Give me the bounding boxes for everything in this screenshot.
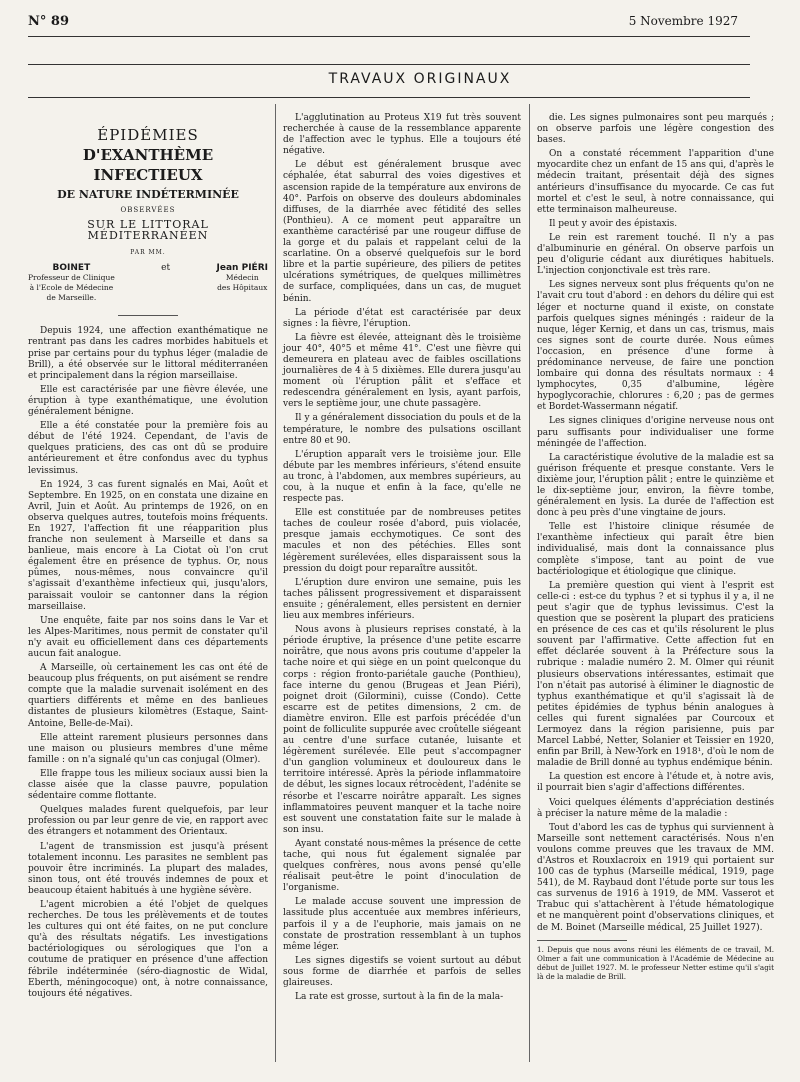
column-1 <box>28 115 268 1003</box>
article-title-line-2: D'EXANTHÈME INFECTIEUX <box>82 146 214 184</box>
column-divider-2 <box>529 104 530 1062</box>
paragraph: Il y a généralement dissociation du pouls et de la température, le nombre des pulsations oscillant entre 80 et 90. <box>283 413 521 446</box>
footnote: 1. Depuis que nous avons réuni les éléments de ce travail, M. Olmer a fait une communication à l'Académie de Médecine au début de Juillet 1927. M. le professeur Netter estime qu'il s'agit là de la maladie de Brill. <box>537 944 774 981</box>
author-affiliation: Médecin des Hôpitaux <box>217 273 268 293</box>
author-affiliation: Professeur de Clinique à l'Ecole de Médecine de Marseille. <box>28 273 115 303</box>
paragraph: Il peut y avoir des épistaxis. <box>549 218 678 229</box>
article-title-line-3: DE NATURE INDÉTERMINÉE <box>57 188 239 201</box>
paragraph: Quelques malades furent quelquefois, par leur profession ou par leur genre de vie, en rapport avec des étrangers et notamment des Orientaux. <box>28 805 268 838</box>
column-3 <box>537 113 774 981</box>
author-conjunction: et <box>161 263 171 274</box>
issue-number: N° 89 <box>28 14 69 29</box>
paragraph: Elle frappe tous les milieux sociaux aussi bien la classe aisée que la classe pauvre, population sédentaire comme flottante. <box>28 768 268 802</box>
paragraph: die. Les signes pulmonaires sont peu marqués ; on observe parfois une légère congestion des bases. <box>537 113 774 146</box>
author-name: Jean PIÉRI <box>216 263 268 274</box>
paragraph: Ayant constaté nous-mêmes la présence de cette tache, qui nous fut également signalée par quelques confrères, nous avons pensé qu'elle réalisait peut-être le point d'inoculation de l'organisme. <box>283 838 521 894</box>
column-1-body <box>28 326 268 999</box>
paragraph: Les signes cliniques d'origine nerveuse nous ont paru suffisants pour individualiser une forme méningée de l'affection. <box>537 416 774 449</box>
issue-date: 5 Novembre 1927 <box>628 14 738 28</box>
section-rule-bottom <box>28 97 750 98</box>
paragraph: La rate est grosse, surtout à la fin de la mala- <box>295 992 504 1003</box>
paragraph: Le rein est rarement touché. Il n'y a pas d'albuminurie en général. On observe parfois un peu d'oligurie cédant aux diurétiques habituels. L'injection conjonctivale est très rare. <box>537 232 774 277</box>
paragraph: La période d'état est caractérisée par deux signes : la fièvre, l'éruption. <box>283 307 521 329</box>
article-title-line-5: SUR LE LITTORAL MÉDITERRANÉEN <box>87 218 209 243</box>
paragraph: La première question qui vient à l'esprit est celle-ci : est-ce du typhus ? et si typhus il y a, il ne peut s'agir que de typhus levissimus. C'est la question que se posèrent la plupart des praticiens en présence de ces cas et qu'ils résolurent le plus souvent par l'affirmative. Cette affection fut en effet déclarée souvent à la Préfecture sous la rubrique : maladie numéro 2. M. Olmer qui réunit plusieurs observations intéressantes, estimait que l'on n'était pas autorisé à éliminer le diagnostic de typhus exanthématique et qu'il s'agissait là de petites épidémies de typhus bénin analogues à celles qui furent signalées par Courcoux et Lermoyez dans la région parisienne, puis par Marcel Labbé, Netter, Solanier et Teissier en 1920, enfin par Brill, à New-York en 1918¹, d'où le nom de maladie de Brill donné au typhus endémique bénin. <box>537 580 775 769</box>
paragraph: Elle est caractérisée par une fièvre élevée, une éruption à type exanthématique, une évolution généralement bénigne. <box>28 384 268 418</box>
paragraph: L'agglutination au Proteus X19 fut très souvent recherchée à cause de la ressemblance apparente de l'affection avec le typhus. Elle a toujours été négative. <box>283 113 521 157</box>
paragraph: Elle est constituée par de nombreuses petites taches de couleur rosée d'abord, puis violacée, presque jamais ecchymotiques. Ce sont des macules et non des pétéchies. Elles sont légèrement surélevées, elles disparaissent sous la pression du doigt pour reparaître aussitôt. <box>283 508 521 574</box>
paragraph: Elle a été constatée pour la première fois au début de l'été 1924. Cependant, de l'avis de quelques praticiens, des cas ont dû se produire antérieurement et être confondus avec du typhus levissimus. <box>28 421 268 476</box>
header-rule <box>28 36 750 37</box>
paragraph: Une enquête, faite par nos soins dans le Var et les Alpes-Maritimes, nous permit de constater qu'il n'y avait eu officiellement dans ces départements aucun fait analogue. <box>28 615 268 659</box>
footnote-rule <box>537 940 627 941</box>
by-line: PAR MM. <box>130 249 166 257</box>
article-title-line-1: ÉPIDÉMIES <box>97 126 199 144</box>
paragraph: L'éruption dure environ une semaine, puis les taches pâlissent progressivement et disparaissent ensuite ; généralement, elles persistent en dernier lieu aux membres inférieurs. <box>283 577 521 622</box>
paragraph: Telle est l'histoire clinique résumée de l'exanthème infectieux qui paraît être bien individualisé, mais dont la connaissance plus complète s'impose, tant au point de vue bactériologique et étiologique que clinique. <box>537 522 774 577</box>
paragraph: A Marseille, où certainement les cas ont été de beaucoup plus fréquents, on put aisément se rendre compte que la maladie survenait isolément en des quartiers différents et même en des banlieues distantes de plusieurs kilomètres (Estaque, Saint-Antoine, Belle-de-Mai). <box>28 663 268 729</box>
section-title: TRAVAUX ORIGINAUX <box>328 71 512 87</box>
title-separator <box>118 315 178 316</box>
paragraph: Nous avons à plusieurs reprises constaté, à la période éruptive, la présence d'une petite escarre noirâtre, que nous avons pris coutume d'appeler la tache noire et qui siège en un point quelconque du corps : région fronto-pariétale gauche (Ponthieu), face interne du genou (Brugeas et Jean Piéri), poignet droit (Gilormini), cuisse (Condo). Cette escarre est de petites dimensions, 2 cm. de diamètre environ. Elle est parfois précédée d'un point de folliculite suppurée avec croûtelle siégeant au centre d'une surface cutanée, luisante et légèrement surélevée. Elle peut s'accompagner d'un ganglion volumineux et douloureux dans le territoire intéressé. Après la période inflammatoire de début, les signes locaux rétrocèdent, l'adénite se résorbe et l'escarre noirâtre apparaît. Les signes inflammatoires peuvent manquer et la tache noire est souvent une constatation faite sur le malade à son insu. <box>283 625 521 835</box>
paragraph: On a constaté récemment l'apparition d'une myocardite chez un enfant de 15 ans qui, d'après le médecin traitant, présentait déjà des signes antérieurs d'insuffisance du myocarde. Ce cas fut mortel et c'est le seul, à notre connaissance, qui ette terminaison malheureuse. <box>537 149 774 215</box>
paragraph: En 1924, 3 cas furent signalés en Mai, Août et Septembre. En 1925, on en constata une dizaine en Avril, Juin et Août. Au printemps de 1926, on en observa quelques autres, toutefois moins fréquents. En 1927, l'affection fit une réapparition plus franche non seulement à Marseille et dans sa banlieue, mais encore à La Ciotat où l'on crut également être en présence de typhus. Or, nous pûmes, nous-mêmes, nous convaincre qu'il s'agissait d'exanthème infectieux qui, jusqu'alors, paraissait vouloir se cantonner dans la région marseillaise. <box>28 479 268 612</box>
paragraph: L'éruption apparaît vers le troisième jour. Elle débute par les membres inférieurs, s'étend ensuite au tronc, à l'abdomen, aux membres supérieurs, au cou, à la nuque et enfin à la face, qu'elle ne respecte pas. <box>283 449 521 505</box>
paragraph: Le malade accuse souvent une impression de lassitude plus accentuée aux membres inférieurs, parfois il y a de l'euphorie, mais jamais on ne constate de prostration ressemblant à un tuphos même léger. <box>283 897 521 952</box>
author-name: BOINET <box>52 263 91 274</box>
paragraph: La caractéristique évolutive de la maladie est sa guérison fréquente et presque constante. Vers le dixième jour, l'éruption pâlit ; entre le quinzième et le dix-septième jour, environ, la fièvre tombe, généralement en lysis. La durée de l'affection est donc à peu près d'une vingtaine de jours. <box>537 452 774 519</box>
column-3-body <box>537 113 774 934</box>
article-title-block <box>28 125 268 316</box>
paragraph: L'agent microbien a été l'objet de quelques recherches. De tous les prélèvements et de toutes les cultures qui ont été faites, on ne put conclure qu'à des résultats négatifs. Les investigations bactériologiques ou sérologiques que l'on a coutume de pratiquer en présence d'une affection fébrile indéterminée (séro-diagnostic de Widal, Eberth, méningocoque) ont, à notre connaissance, toujours été négatives. <box>28 899 268 999</box>
paragraph: La question est encore à l'étude et, à notre avis, il pourrait bien s'agir d'affections différentes. <box>537 772 774 794</box>
paragraph: La fièvre est élevée, atteignant dès le troisième jour 40°, 40°5 et même 41°. C'est une fièvre qui demeurera en plateau avec de faibles oscillations journalières de 4 à 5 dixièmes. Elle durera jusqu'au moment où l'éruption pâlit et s'efface et redescendra généralement en lysis, ayant parfois, vers le septième jour, une chute passagère. <box>283 332 521 410</box>
paragraph: Depuis 1924, une affection exanthématique ne rentrant pas dans les cadres morbides habituels et prise par certains pour du typhus léger (maladie de Brill), a été observée sur le littoral méditerranéen et principalement dans la région marseillaise. <box>28 326 268 381</box>
author-boinet <box>28 263 115 303</box>
column-2 <box>283 113 521 1006</box>
authors <box>28 263 268 303</box>
paragraph: Voici quelques éléments d'appréciation destinés à préciser la nature même de la maladie : <box>537 797 774 819</box>
column-divider-1 <box>275 104 276 1062</box>
author-pieri <box>217 263 268 303</box>
paragraph: Les signes digestifs se voient surtout au début sous forme de diarrhée et parfois de selles glaireuses. <box>283 955 521 989</box>
article-title-line-4: OBSERVÉES <box>120 206 176 214</box>
column-2-body <box>283 113 521 1003</box>
paragraph: Tout d'abord les cas de typhus qui surviennent à Marseille sont nettement caractérisés. Nous n'en voulons comme preuves que les travaux de MM. d'Astros et Rouxlacroix en 1919 qui portaient sur 100 cas de typhus (Marseille médical, 1919, page 541), de M. Raybaud dont l'étude porte sur tous les cas survenus de 1916 à 1919, de MM. Vasserot et Trabuc qui s'attachèrent à l'étude hématologique et ne manquèrent point d'observations cliniques, et de M. Boinet (Marseille médical, 25 Juillet 1927). <box>537 822 774 933</box>
paragraph: Elle atteint rarement plusieurs personnes dans une maison ou plusieurs membres d'une même famille : on n'a signalé qu'un cas conjugal (Olmer). <box>28 732 268 765</box>
section-rule-top <box>28 64 750 65</box>
paragraph: Les signes nerveux sont plus fréquents qu'on ne l'avait cru tout d'abord : en dehors du délire qui est léger et nocturne quand il existe, on constate parfois quelques signes méningés : raideur de la nuque, léger Kernig, et dans un cas, trismus, mais ces signes sont de courte durée. Nous eûmes l'occasion, en présence d'une forme à prédominance nerveuse, de faire une ponction lombaire qui donna des résultats normaux : 4 lymphocytes, 0,35 d'albumine, légère hypoglycorachie, chlorures : 6,20 ; pas de germes et Bordet-Wassermann négatif. <box>537 280 774 413</box>
paragraph: L'agent de transmission est jusqu'à présent totalement inconnu. Les parasites ne semblent pas pouvoir être incriminés. La plupart des malades, sinon tous, ont été trouvés indemnes de poux et beaucoup étaient habitués à une hygiène sévère. <box>28 841 268 896</box>
paragraph: Le début est généralement brusque avec céphalée, état saburral des voies digestives et ascension rapide de la température aux environs de 40°. Parfois on observe des douleurs abdominales diffuses, de la diarrhée avec fétidité des selles (Ponthieu). A ce moment peut apparaître un exanthème caractérisé par une rougeur diffuse de la gorge et du palais et rappelant celui de la scarlatine. On a observé quelquefois sur le bord libre et la partie supérieure, des piliers de petites ulcérations symétriques, de quelques millimètres de surface, compliquées, dans un cas, de muguet bénin. <box>283 160 521 304</box>
